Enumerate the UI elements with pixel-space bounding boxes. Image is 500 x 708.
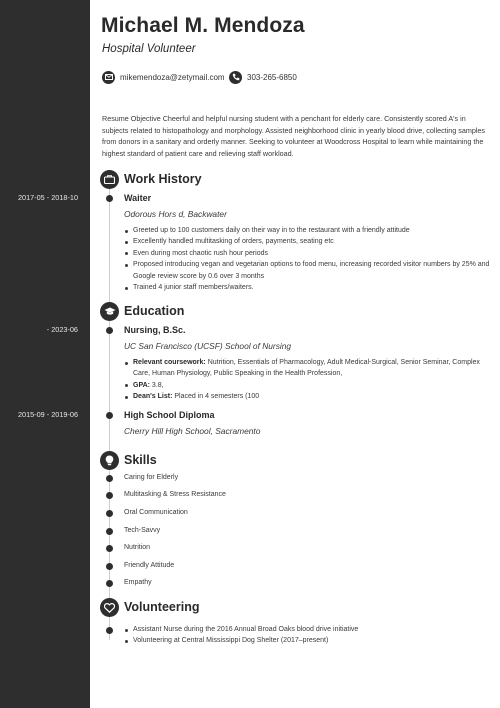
contact-phone[interactable] [229, 70, 297, 84]
timeline-dot [106, 475, 113, 482]
detail-label: Relevant coursework: [133, 359, 206, 366]
entry-title: High School Diploma [124, 410, 215, 420]
detail-text: Placed in 4 semesters (100 [172, 393, 260, 401]
entry-organization: Cherry Hill High School, Sacramento [124, 426, 261, 436]
timeline-dot [106, 528, 113, 535]
list-item: Excellently handled multitasking of orders, payments, seating etc [124, 236, 490, 247]
list-item [124, 391, 490, 402]
contact-email[interactable] [102, 70, 225, 84]
date-range: 2015-09 - 2019-06 [17, 410, 78, 419]
heart-icon [100, 598, 119, 617]
lightbulb-icon [100, 451, 119, 470]
timeline-dot [106, 627, 113, 634]
email-text: mikemendoza@zetymail.com [120, 72, 225, 82]
work-bullets [124, 225, 490, 293]
timeline-dot [106, 545, 113, 552]
entry-title: Waiter [124, 193, 152, 203]
entry-organization: Odorous Hors d, Backwater [124, 209, 227, 219]
skill-item: Caring for Elderly [124, 474, 179, 481]
list-item: Volunteering at Central Mississippi Dog Shelter (2017–present) [124, 635, 490, 646]
section-title-volunteering: Volunteering [124, 600, 200, 614]
timeline-dot [106, 580, 113, 587]
summary: Resume Objective Cheerful and helpful nursing student with a penchant for elderly care. Consistently scored A's in subjects related to histopathology and morphology. Assisted neighborhood clinic in yearly blood drive, collecting samples from donors in a sanitary and orderly manner. Seeking to volunteer at Woodcross Hospital to learn while maintaining the highest standard of patient care and relieving staff workload. [102, 114, 486, 158]
phone-text: 303-265-6850 [247, 72, 297, 82]
phone-icon [229, 71, 242, 84]
list-item: Even during most chaotic rush hour periods [124, 248, 490, 259]
timeline-line [109, 178, 110, 640]
candidate-name: Michael M. Mendoza [101, 14, 305, 37]
job-title: Hospital Volunteer [102, 43, 196, 55]
timeline-dot [106, 492, 113, 499]
briefcase-icon [100, 170, 119, 189]
list-item [124, 357, 490, 380]
list-item: Proposed introducing vegan and vegetarian options to food menu, increasing recorded visitor numbers by 25% and Google review score by 0.6 over 3 months [124, 259, 490, 282]
skill-item: Nutrition [124, 544, 151, 551]
list-item [124, 380, 490, 391]
skill-item: Empathy [124, 579, 152, 586]
volunteering-bullets [124, 624, 490, 647]
list-item: Assistant Nurse during the 2016 Annual Broad Oaks blood drive initiative [124, 624, 490, 635]
date-range: - 2023-06 [46, 325, 78, 334]
section-title-work-history: Work History [124, 172, 202, 186]
envelope-icon [102, 71, 115, 84]
timeline-dot [106, 412, 113, 419]
section-title-skills: Skills [124, 453, 157, 467]
detail-label: GPA: [133, 381, 150, 389]
timeline-dot [106, 327, 113, 334]
detail-text: Nutrition, Essentials of Pharmacology, Adult Medical-Surgical, Senior Seminar, Complex Care, Human Physiology, Public Speaking in the Health Profession, [133, 359, 480, 378]
timeline-dot [106, 563, 113, 570]
entry-organization: UC San Francisco (UCSF) School of Nursing [124, 341, 292, 351]
detail-label: Dean's List: [133, 393, 173, 401]
timeline-dot [106, 195, 113, 202]
education-details [124, 357, 490, 403]
sidebar [0, 0, 90, 708]
date-range: 2017-05 - 2018-10 [17, 193, 78, 202]
timeline-dot [106, 510, 113, 517]
entry-title: Nursing, B.Sc. [124, 325, 186, 335]
skill-item: Friendly Attitude [124, 562, 175, 569]
skill-item: Tech-Savvy [124, 527, 161, 534]
graduation-cap-icon [100, 302, 119, 321]
skill-item: Oral Communication [124, 509, 188, 516]
detail-text: 3.8, [149, 381, 164, 389]
list-item: Trained 4 junior staff members/waiters. [124, 282, 490, 293]
skill-item: Multitasking & Stress Resistance [124, 491, 226, 498]
section-title-education: Education [124, 304, 185, 318]
list-item: Greeted up to 100 customers daily on their way in to the restaurant with a friendly attitude [124, 225, 490, 236]
